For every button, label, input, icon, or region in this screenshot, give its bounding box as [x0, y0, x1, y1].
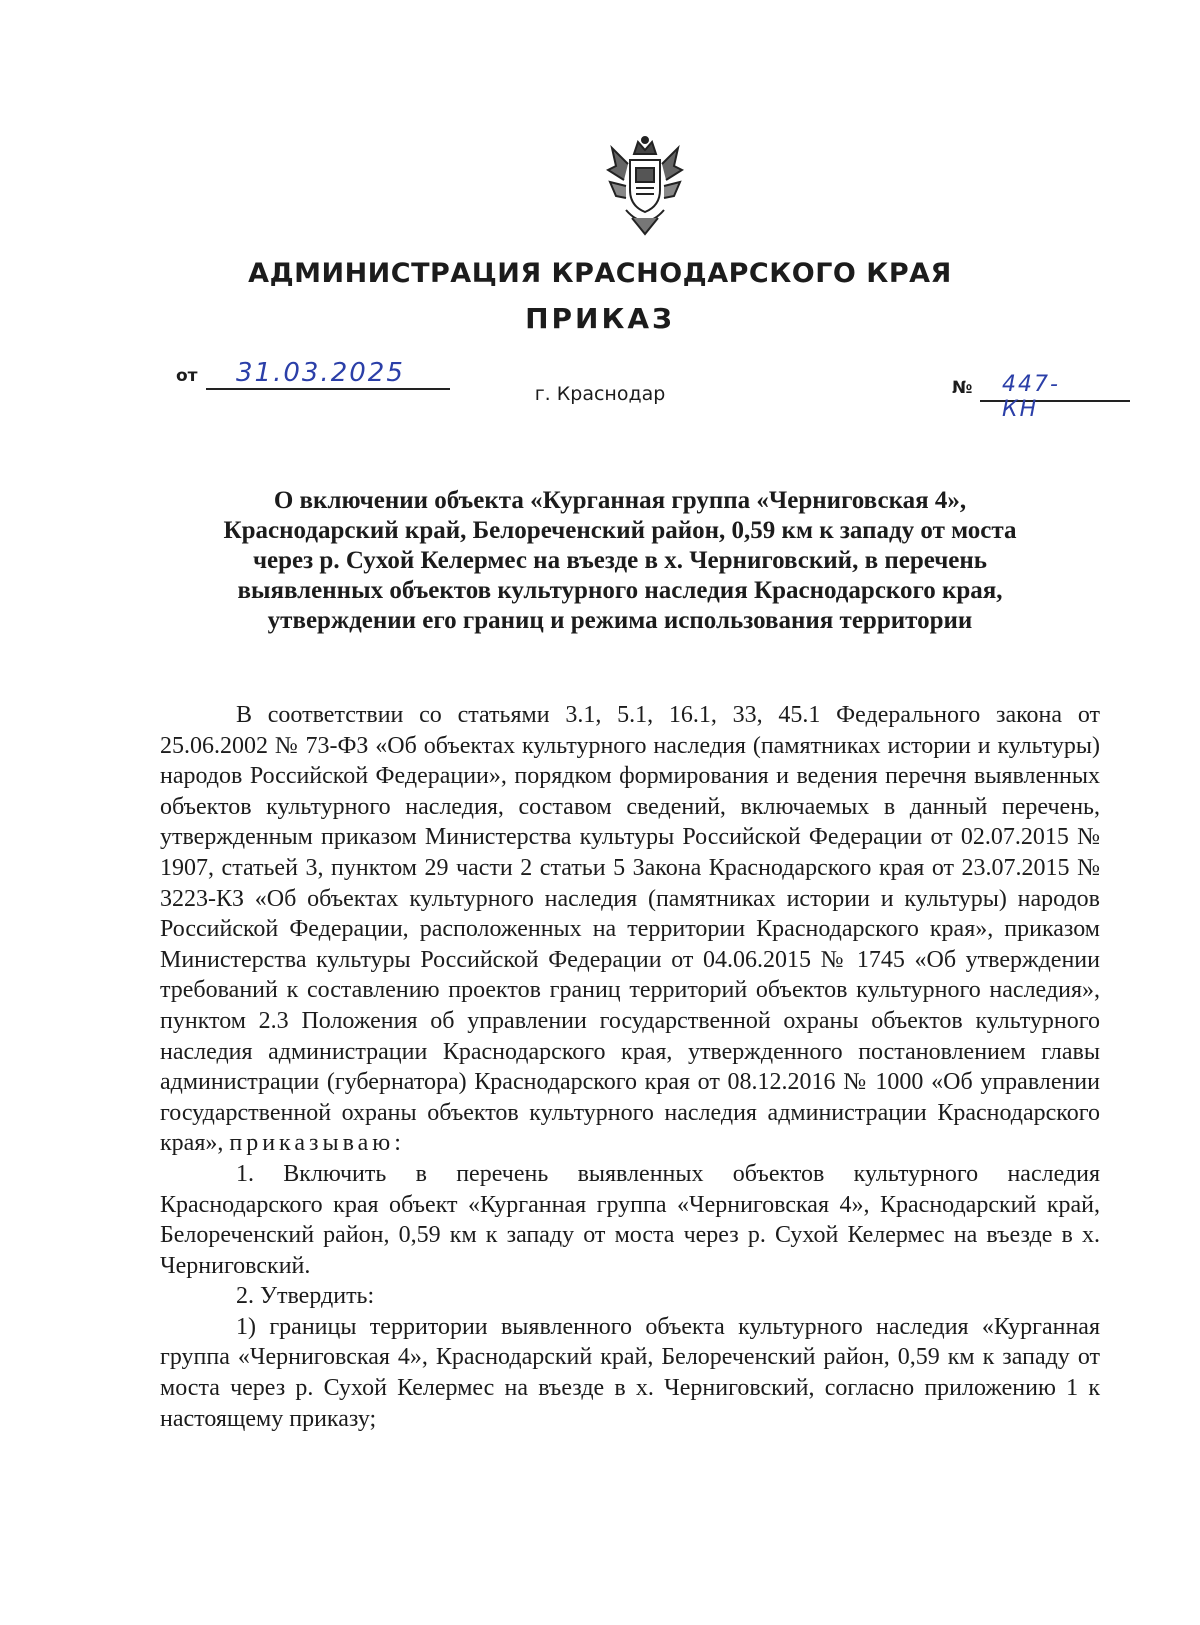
preamble-text: В соответствии со статьями 3.1, 5.1, 16.1, 33, 45.1 Федерального закона от 25.06.2002 № 73-ФЗ «Об объектах культурного наследия (памятниках истории и культуры) народов Российской Федерации», порядком формирования и ведения перечня выявленных объектов культурного наследия, составом сведений, включаемых в данный перечень, утвержденным приказом Министерства культуры Российской Федерации от 02.07.2015 № 1907, статьей 3, пунктом 29 части 2 статьи 5 Закона Краснодарского края от 23.07.2015 № 3223-КЗ «Об объектах культурного наследия (памятниках истории и культуры) народов Российской Федерации, расположенных на территории Краснодарского края», приказом Министерства культуры Российской Федерации от 04.06.2015 № 1745 «Об утверждении требований к составлению проектов границ территорий объектов культурного наследия», пунктом 2.3 Положения об управлении государственной охраны объектов культурного наследия администрации Краснодарского края, утвержденного постановлением главы администрации (губернатора) Краснодарского края от 08.12.2016 № 1000 «Об управлении государственной охраны объектов культурного наследия администрации Краснодарского края», [160, 702, 1100, 1157]
order-subject [170, 486, 1070, 636]
subject-line: утверждении его границ и режима использования территории [267, 607, 973, 634]
number-prefix: № [952, 378, 973, 398]
item-2-1-paragraph: 1) границы территории выявленного объекта культурного наследия «Курганная группа «Черниговская 4», Краснодарский край, Белореченский район, 0,59 км к западу от моста через р. Сухой Келермес на въезде в х. Черниговский, согласно приложению 1 к настоящему приказу; [160, 1313, 1100, 1432]
organization-title: АДМИНИСТРАЦИЯ КРАСНОДАРСКОГО КРАЯ [248, 258, 952, 289]
subject-line: через р. Сухой Келермес на въезде в х. Черниговский, в перечень [252, 547, 988, 574]
subject-line: О включении объекта «Курганная группа «Черниговская 4», [273, 487, 967, 514]
number-value: 447-КН [1002, 372, 1060, 422]
subject-line: выявленных объектов культурного наследия Краснодарского края, [237, 577, 1003, 604]
date-value: 31.03.2025 [236, 358, 405, 388]
item-1-paragraph: 1. Включить в перечень выявленных объектов культурного наследия Краснодарского края объект «Курганная группа «Черниговская 4», Краснодарский край, Белореченский район, 0,59 км к западу от моста через р. Сухой Келермес на въезде в х. Черниговский. [160, 1160, 1100, 1279]
item-2-paragraph: 2. Утвердить: [236, 1283, 375, 1310]
coat-of-arms-icon [606, 136, 684, 236]
date-prefix: от [176, 366, 198, 386]
preamble-paragraph [160, 700, 1100, 1159]
subject-line: Краснодарский край, Белореченский район, 0,59 км к западу от моста [223, 517, 1017, 544]
document-type: ПРИКАЗ [525, 302, 675, 335]
city: г. Краснодар [534, 383, 666, 405]
order-word: приказываю: [229, 1130, 405, 1157]
order-body [160, 700, 1100, 1434]
